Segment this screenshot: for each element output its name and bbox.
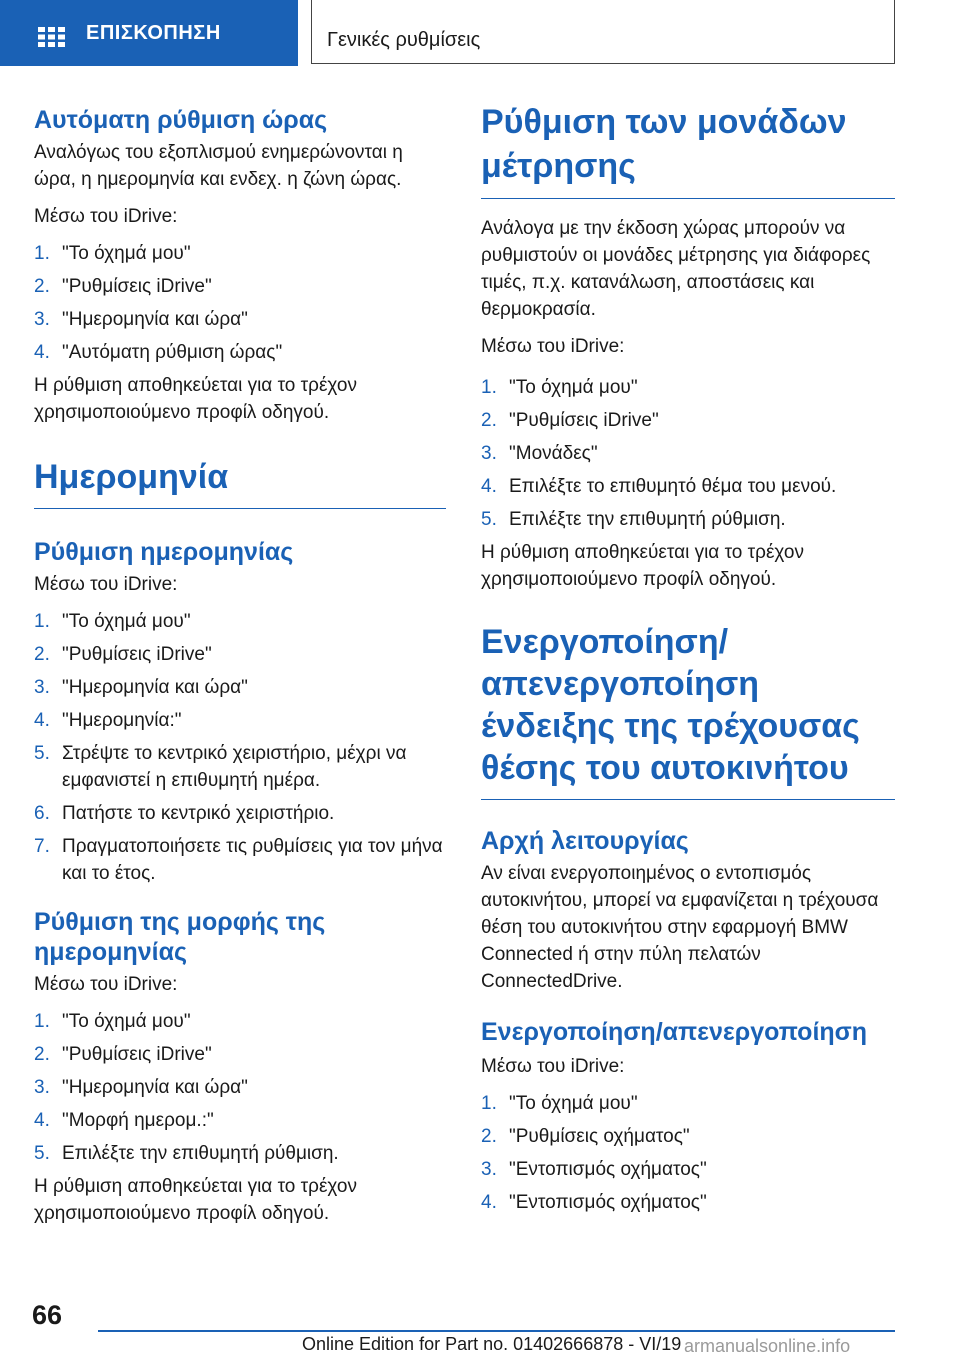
step-number: 2. — [481, 410, 497, 431]
step-number: 6. — [34, 803, 50, 824]
paragraph: Ανάλογα με την έκδοση χώρας μπορούν να ρυθμιστούν οι μονάδες μέτρησης για διάφορες τιμές, π.χ. κατανάλωση, αποστάσεις και θερμοκρασία. — [481, 218, 871, 320]
steps-list — [34, 608, 446, 887]
overview-button[interactable] — [0, 0, 298, 66]
step-item — [481, 473, 895, 500]
step-item — [34, 1041, 446, 1068]
paragraph: Μέσω του iDrive: — [34, 574, 178, 595]
step-number: 3. — [481, 443, 497, 464]
step-text: "Μονάδες" — [509, 443, 598, 464]
step-number: 2. — [481, 1126, 497, 1147]
chapter-title-vehicle-position: Ενεργοποίηση/απενεργοποίηση ένδειξης της τρέχουσας θέσης του αυτοκινήτου — [481, 621, 895, 800]
step-item — [34, 339, 446, 366]
step-number: 1. — [34, 611, 50, 632]
step-text: "Ημερομηνία και ώρα" — [62, 309, 248, 330]
chapter-title-units: Ρύθμιση των μονάδων μέτρησης — [481, 100, 895, 199]
step-number: 3. — [34, 1077, 50, 1098]
paragraph: Μέσω του iDrive: — [34, 974, 178, 995]
step-text: "Το όχημά μου" — [62, 243, 191, 264]
paragraph: Αν είναι ενεργοποιημένος ο εντοπισμός αυτοκινήτου, μπορεί να εμφανίζεται η τρέχουσα θέση του αυτοκινήτου στην εφαρμογή BMW Connected ή στην πύλη πελατών ConnectedDrive. — [481, 863, 879, 992]
paragraph: Η ρύθμιση αποθηκεύεται για το τρέχον χρησιμοποιούμενο προφίλ οδηγού. — [481, 542, 804, 590]
step-number: 1. — [481, 377, 497, 398]
step-item — [34, 1008, 446, 1035]
left-column — [34, 100, 446, 1227]
step-item — [34, 273, 446, 300]
step-text: "Μορφή ημερομ.:" — [62, 1110, 214, 1131]
paragraph: Μέσω του iDrive: — [34, 206, 178, 227]
step-text: "Το όχημά μου" — [509, 1093, 638, 1114]
footer-divider — [98, 1330, 895, 1332]
steps-list — [481, 374, 895, 533]
step-text: "Το όχημά μου" — [509, 377, 638, 398]
step-number: 3. — [481, 1159, 497, 1180]
steps-list — [34, 240, 446, 366]
step-text: "Ημερομηνία και ώρα" — [62, 677, 248, 698]
step-text: "Αυτόματη ρύθμιση ώρας" — [62, 342, 283, 363]
step-text: Πατήστε το κεντρικό χειριστήριο. — [62, 803, 335, 824]
step-text: Πραγματοποιήσετε τις ρυθμίσεις για τον μήνα και το έτος. — [62, 836, 443, 884]
step-item — [481, 440, 895, 467]
step-item — [34, 1140, 446, 1167]
paragraph: Η ρύθμιση αποθηκεύεται για το τρέχον χρησιμοποιούμενο προφίλ οδηγού. — [34, 375, 357, 423]
step-text: "Το όχημά μου" — [62, 1011, 191, 1032]
step-item — [34, 707, 446, 734]
steps-list — [34, 1008, 446, 1167]
step-number: 4. — [34, 342, 50, 363]
step-number: 5. — [34, 1143, 50, 1164]
step-item — [481, 1123, 895, 1150]
overview-label: ΕΠΙΣΚΟΠΗΣΗ — [86, 22, 221, 44]
breadcrumb-label: Γενικές ρυθμίσεις — [327, 29, 481, 51]
step-text: "Εντοπισμός οχήματος" — [509, 1159, 707, 1180]
step-item — [34, 240, 446, 267]
top-navigation — [0, 0, 960, 66]
paragraph: Μέσω του iDrive: — [481, 336, 625, 357]
step-item — [481, 1090, 895, 1117]
step-number: 4. — [34, 1110, 50, 1131]
section-title-date-format: Ρύθμιση της μορφής της ημερομηνίας — [34, 908, 326, 966]
right-column — [481, 100, 895, 1222]
step-number: 5. — [34, 743, 50, 764]
step-text: Επιλέξτε την επιθυμητή ρύθμιση. — [62, 1143, 339, 1164]
paragraph: Η ρύθμιση αποθηκεύεται για το τρέχον χρησιμοποιούμενο προφίλ οδηγού. — [34, 1176, 357, 1224]
step-number: 1. — [34, 1011, 50, 1032]
step-number: 2. — [34, 1044, 50, 1065]
step-item — [481, 407, 895, 434]
step-number: 2. — [34, 276, 50, 297]
breadcrumb[interactable] — [311, 0, 895, 64]
step-item — [34, 608, 446, 635]
step-text: "Ρυθμίσεις iDrive" — [509, 410, 659, 431]
step-text: "Ημερομηνία:" — [62, 710, 182, 731]
paragraph: Αναλόγως του εξοπλισμού ενημερώνονται η ώρα, η ημερομηνία και ενδεχ. η ζώνη ώρας. — [34, 142, 403, 190]
step-number: 5. — [481, 509, 497, 530]
step-text: "Ρυθμίσεις iDrive" — [62, 644, 212, 665]
paragraph: Μέσω του iDrive: — [481, 1056, 625, 1077]
step-item — [481, 1189, 895, 1216]
section-title-auto-time: Αυτόματη ρύθμιση ώρας — [34, 106, 328, 134]
step-text: "Ημερομηνία και ώρα" — [62, 1077, 248, 1098]
step-number: 3. — [34, 677, 50, 698]
step-text: "Ρυθμίσεις iDrive" — [62, 276, 212, 297]
step-text: Στρέψτε το κεντρικό χειριστήριο, μέχρι να εμφανιστεί η επιθυμητή ημέρα. — [62, 743, 407, 791]
edition-text: Online Edition for Part no. 01402666878 - VI/19 — [302, 1334, 682, 1354]
section-title-principle: Αρχή λειτουργίας — [481, 827, 689, 855]
step-text: Επιλέξτε την επιθυμητή ρύθμιση. — [509, 509, 786, 530]
step-item — [481, 374, 895, 401]
watermark: armanualsonline.info — [684, 1336, 851, 1356]
step-item — [34, 641, 446, 668]
step-item — [34, 674, 446, 701]
step-item — [34, 1107, 446, 1134]
step-number: 7. — [34, 836, 50, 857]
step-number: 3. — [34, 309, 50, 330]
step-number: 1. — [34, 243, 50, 264]
step-number: 1. — [481, 1093, 497, 1114]
step-item — [34, 306, 446, 333]
step-item — [34, 1074, 446, 1101]
step-text: "Το όχημά μου" — [62, 611, 191, 632]
grid-menu-icon — [38, 27, 66, 47]
step-item — [34, 800, 446, 827]
step-text: "Ρυθμίσεις iDrive" — [62, 1044, 212, 1065]
step-item — [481, 506, 895, 533]
page-number: 66 — [32, 1300, 63, 1330]
step-item — [481, 1156, 895, 1183]
step-number: 4. — [481, 476, 497, 497]
steps-list — [481, 1090, 895, 1216]
step-text: "Ρυθμίσεις οχήματος" — [509, 1126, 690, 1147]
chapter-title-date: Ημερομηνία — [34, 456, 446, 509]
step-item — [34, 833, 446, 887]
step-number: 2. — [34, 644, 50, 665]
step-item — [34, 740, 446, 794]
step-number: 4. — [34, 710, 50, 731]
section-title-set-date: Ρύθμιση ημερομηνίας — [34, 538, 294, 566]
step-text: Επιλέξτε το επιθυμητό θέμα του μενού. — [509, 476, 837, 497]
step-number: 4. — [481, 1192, 497, 1213]
section-title-activate: Ενεργοποίηση/απενεργοποίηση — [481, 1018, 868, 1046]
step-text: "Εντοπισμός οχήματος" — [509, 1192, 707, 1213]
